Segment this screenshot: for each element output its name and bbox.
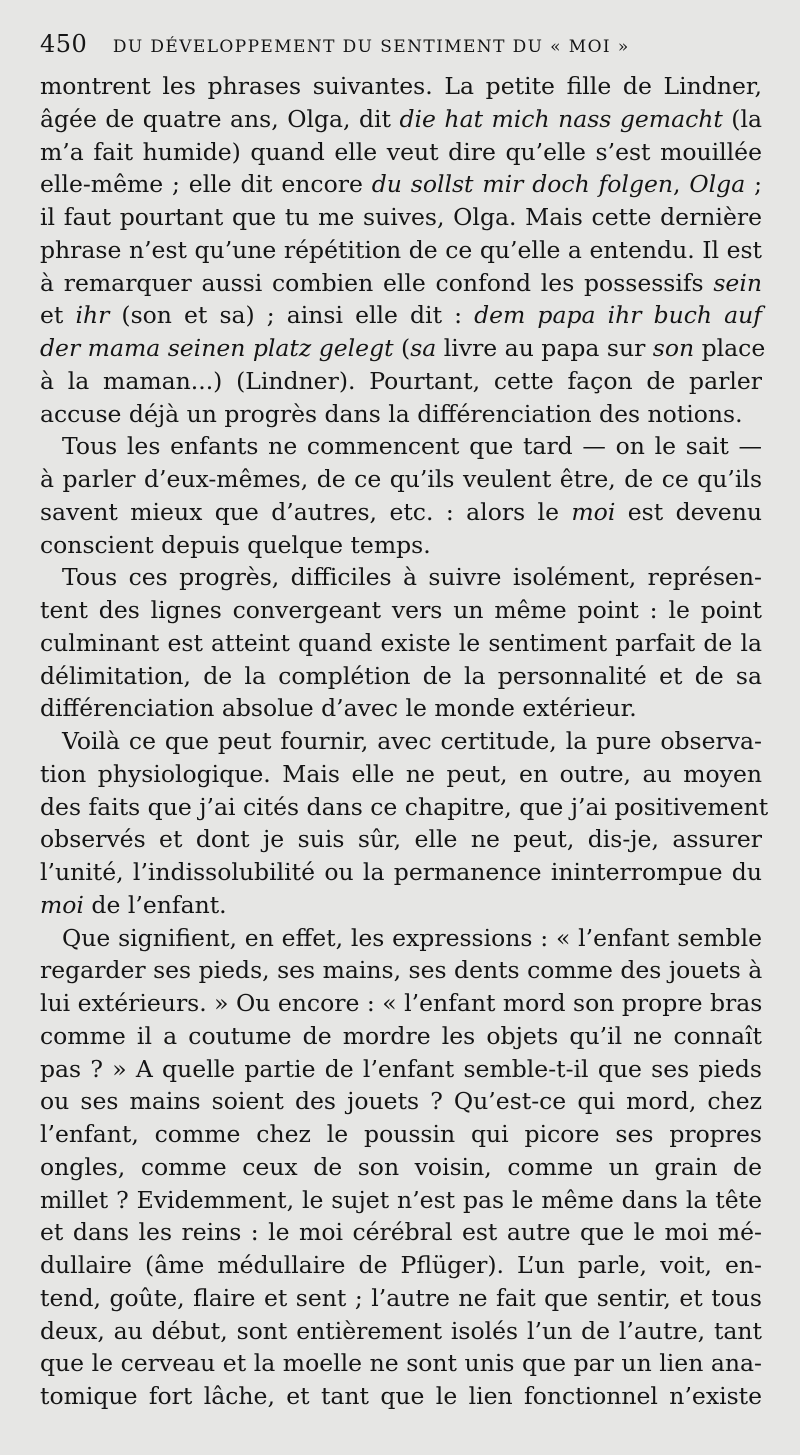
text-segment: Tous les enfants ne commencent que tard — on le sait — [62, 432, 762, 461]
text-segment: âgée de quatre ans, Olga, dit [40, 104, 400, 133]
italic-text: moi [571, 497, 616, 526]
text-line [40, 168, 762, 201]
text-segment: tend, goûte, flaire et sent ; l’autre ne fait que sentir, et tous [40, 1283, 762, 1312]
text-segment: place [694, 334, 766, 362]
text-line [40, 627, 762, 660]
text-segment: ou ses mains soient des jouets ? Qu’est-ce qui mord, chez [40, 1087, 762, 1116]
text-line [40, 529, 762, 562]
text-line [40, 1380, 762, 1413]
running-title: DU DÉVELOPPEMENT DU SENTIMENT DU « MOI » [112, 37, 630, 57]
text-line [40, 1315, 762, 1348]
text-segment: accuse déjà un progrès dans la différenciation des notions. [40, 399, 743, 428]
text-segment: observés et dont je suis sûr, elle ne peut, dis-je, assurer [40, 825, 762, 854]
text-segment: ; [745, 170, 762, 199]
text-line [40, 856, 762, 889]
text-line [40, 234, 762, 267]
text-line [40, 1118, 762, 1151]
text-segment: conscient depuis quelque temps. [40, 530, 431, 559]
text-segment: montrent les phrases suivantes. La petite fille de Lindner, [40, 72, 762, 100]
text-line [40, 758, 762, 791]
italic-text: du sollst mir doch folgen [371, 170, 674, 199]
text-line [40, 1151, 762, 1184]
text-segment: tion physiologique. Mais elle ne peut, en outre, au moyen [40, 759, 762, 788]
text-segment: m’a fait humide) quand elle veut dire qu’elle s’est mouillée [40, 137, 762, 166]
text-segment: deux, au début, sont entièrement isolés l’un de l’autre, tant [40, 1316, 762, 1345]
italic-text: son [652, 334, 695, 362]
text-segment: différenciation absolue d’avec le monde extérieur. [40, 694, 637, 723]
text-segment: (son et sa) ; ainsi elle dit : [109, 301, 475, 330]
body-text [40, 70, 769, 1413]
text-segment: dullaire (âme médullaire de Pflüger). L’un parle, voit, en- [40, 1251, 762, 1279]
text-segment: et dans les reins : le moi cérébral est autre que le moi mé- [40, 1218, 762, 1247]
text-segment: est devenu [615, 497, 762, 526]
text-line [40, 561, 762, 594]
text-segment: elle-même ; elle dit encore [40, 170, 372, 199]
text-line [40, 954, 762, 987]
italic-text: sein [713, 268, 762, 297]
italic-text: Olga [689, 170, 746, 199]
text-line [40, 1282, 762, 1315]
text-segment: l’unité, l’indissolubilité ou la permanence ininterrompue du [40, 858, 762, 886]
text-segment: savent mieux que d’autres, etc. : alors le [40, 497, 572, 526]
text-line [40, 725, 762, 758]
page-number: 450 [40, 30, 88, 58]
text-segment: Voilà ce que peut fournir, avec certitude, la pure observa- [62, 727, 762, 755]
text-segment: de l’enfant. [83, 890, 227, 919]
text-line [40, 496, 762, 529]
text-segment: ( [393, 334, 411, 362]
text-segment: tent des lignes convergeant vers un même point : le point [40, 596, 762, 624]
text-line [40, 398, 762, 431]
text-segment: à parler d’eux-mêmes, de ce qu’ils veulent être, de ce qu’ils [40, 465, 762, 493]
text-line [40, 267, 762, 300]
text-line [40, 201, 762, 234]
text-line [40, 594, 762, 627]
italic-text: moi [40, 890, 84, 919]
text-line [40, 922, 762, 955]
text-line [40, 1020, 762, 1053]
text-segment: phrase n’est qu’une répétition de ce qu’elle a entendu. Il est [40, 235, 762, 264]
text-line [40, 987, 762, 1020]
text-line [40, 1249, 762, 1282]
text-segment: (la [722, 104, 763, 133]
text-segment: que le cerveau et la moelle ne sont unis que par un lien ana- [40, 1349, 762, 1378]
text-segment: ongles, comme ceux de son voisin, comme un grain de [40, 1152, 762, 1181]
text-line [40, 70, 762, 103]
text-line [40, 332, 766, 365]
text-segment: culminant est atteint quand existe le sentiment parfait de la [40, 628, 762, 657]
text-segment: à remarquer aussi combien elle confond les possessifs [40, 268, 714, 297]
text-line [40, 1085, 762, 1118]
text-line [40, 889, 762, 922]
text-line [40, 136, 762, 169]
page-header [40, 30, 730, 58]
text-segment: des faits que j’ai cités dans ce chapitre, que j’ai positivement [40, 792, 769, 821]
italic-text: die hat mich nass gemacht [399, 104, 723, 133]
italic-text: der mama seinen platz gelegt [40, 334, 394, 362]
text-line [40, 791, 769, 824]
text-line [40, 430, 762, 463]
italic-text: sa [410, 334, 437, 362]
italic-text: ihr [75, 301, 110, 330]
text-segment: Que signifient, en effet, les expressions : « l’enfant semble [62, 923, 762, 952]
text-line [40, 103, 762, 136]
text-line [40, 1184, 762, 1217]
text-segment: délimitation, de la complétion de la personnalité et de sa [40, 661, 762, 690]
text-line [40, 299, 762, 332]
text-segment: tomique fort lâche, et tant que le lien fonctionnel n’existe [40, 1382, 762, 1410]
text-segment: pas ? » A quelle partie de l’enfant semble-t-il que ses pieds [40, 1054, 762, 1083]
italic-text: dem papa ihr buch auf [474, 301, 762, 330]
text-line [40, 823, 762, 856]
text-segment: regarder ses pieds, ses mains, ses dents comme des jouets à [40, 956, 763, 985]
text-segment: livre au papa sur [436, 334, 653, 362]
text-segment: l’enfant, comme chez le poussin qui picore ses propres [40, 1120, 762, 1148]
text-line [40, 365, 762, 398]
text-line [40, 1216, 762, 1249]
text-line [40, 1347, 762, 1380]
text-line [40, 660, 762, 693]
text-segment: et [40, 301, 76, 330]
text-line [40, 1053, 762, 1086]
text-segment: il faut pourtant que tu me suives, Olga. Mais cette dernière [40, 203, 762, 231]
text-segment: comme il a coutume de mordre les objets qu’il ne connaît [40, 1021, 762, 1050]
text-segment: millet ? Evidemment, le sujet n’est pas le même dans la tête [40, 1185, 762, 1214]
text-segment: , [673, 170, 690, 199]
text-line [40, 463, 762, 496]
text-segment: Tous ces progrès, difficiles à suivre isolément, représen- [62, 563, 762, 592]
text-segment: à la maman...) (Lindner). Pourtant, cette façon de parler [40, 366, 762, 395]
text-segment: lui extérieurs. » Ou encore : « l’enfant mord son propre bras [40, 989, 763, 1017]
text-line [40, 692, 762, 725]
